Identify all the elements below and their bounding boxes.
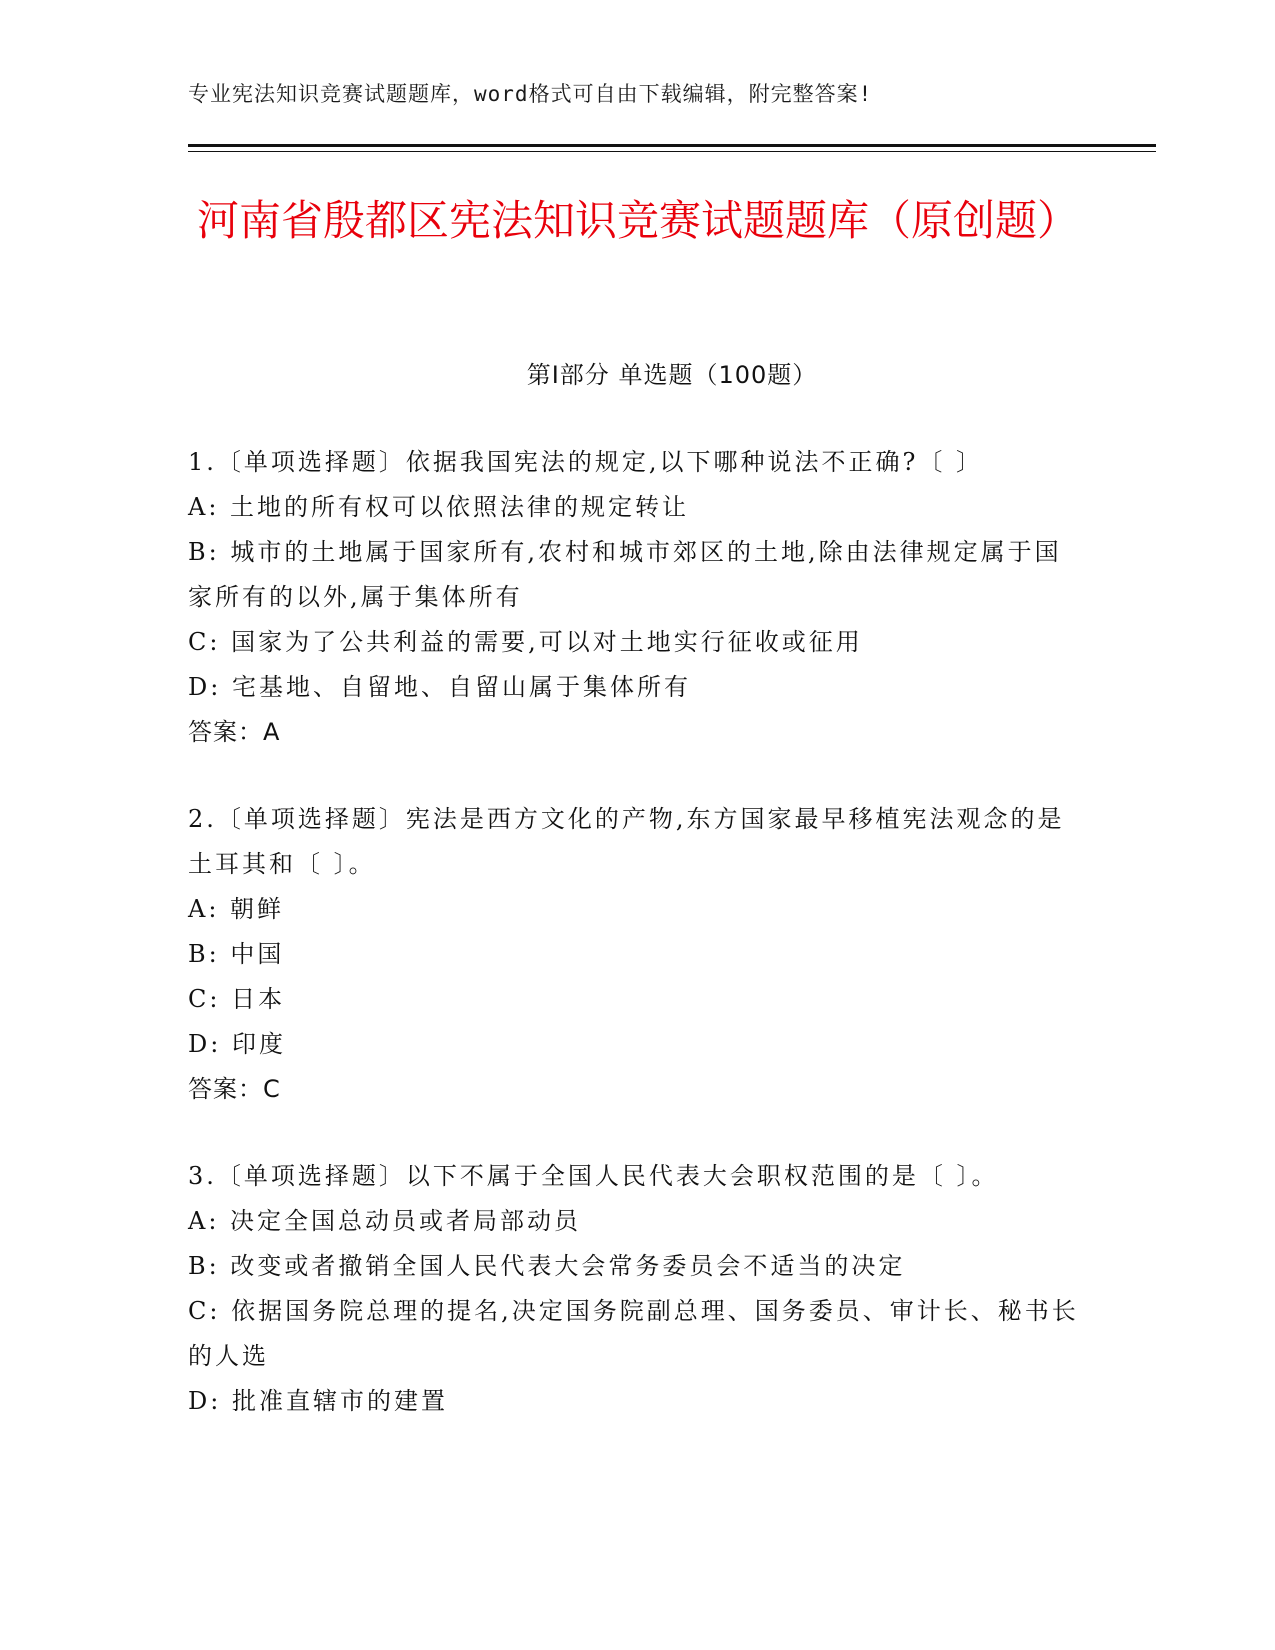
header-divider-thin xyxy=(188,151,1156,152)
question-list xyxy=(188,440,1088,1466)
question-stem: 3.〔单项选择题〕以下不属于全国人民代表大会职权范围的是〔 〕。 xyxy=(188,1162,999,1190)
question-3 xyxy=(188,1154,1088,1424)
document-title: 河南省殷都区宪法知识竞赛试题题库（原创题） xyxy=(196,196,1079,245)
option-b: B: 城市的土地属于国家所有,农村和城市郊区的土地,除由法律规定属于国家所有的以外,属于集体所有 xyxy=(188,538,1062,611)
question-stem: 1.〔单项选择题〕依据我国宪法的规定,以下哪种说法不正确?〔 〕 xyxy=(188,448,984,476)
answer: 答案：C xyxy=(188,1075,281,1103)
question-stem: 2.〔单项选择题〕宪法是西方文化的产物,东方国家最早移植宪法观念的是土耳其和〔 〕。 xyxy=(188,805,1065,878)
header-note: 专业宪法知识竞赛试题题库，word格式可自由下载编辑，附完整答案! xyxy=(188,82,873,106)
option-d: D: 批准直辖市的建置 xyxy=(188,1387,448,1415)
option-c: C: 日本 xyxy=(188,985,286,1013)
option-a: A: 土地的所有权可以依照法律的规定转让 xyxy=(188,493,690,521)
option-d: D: 宅基地、自留地、自留山属于集体所有 xyxy=(188,673,691,701)
header-divider-thick xyxy=(188,144,1156,147)
option-b: B: 改变或者撤销全国人民代表大会常务委员会不适当的决定 xyxy=(188,1252,906,1280)
option-c: C: 依据国务院总理的提名,决定国务院副总理、国务委员、审计长、秘书长的人选 xyxy=(188,1297,1079,1370)
question-1 xyxy=(188,440,1088,755)
option-a: A: 决定全国总动员或者局部动员 xyxy=(188,1207,582,1235)
option-b: B: 中国 xyxy=(188,940,285,968)
option-d: D: 印度 xyxy=(188,1030,286,1058)
option-a: A: 朝鲜 xyxy=(188,895,285,923)
answer: 答案：A xyxy=(188,718,281,746)
section-heading: 第Ⅰ部分 单选题（100题） xyxy=(526,361,818,389)
question-2 xyxy=(188,797,1088,1112)
option-c: C: 国家为了公共利益的需要,可以对土地实行征收或征用 xyxy=(188,628,863,656)
